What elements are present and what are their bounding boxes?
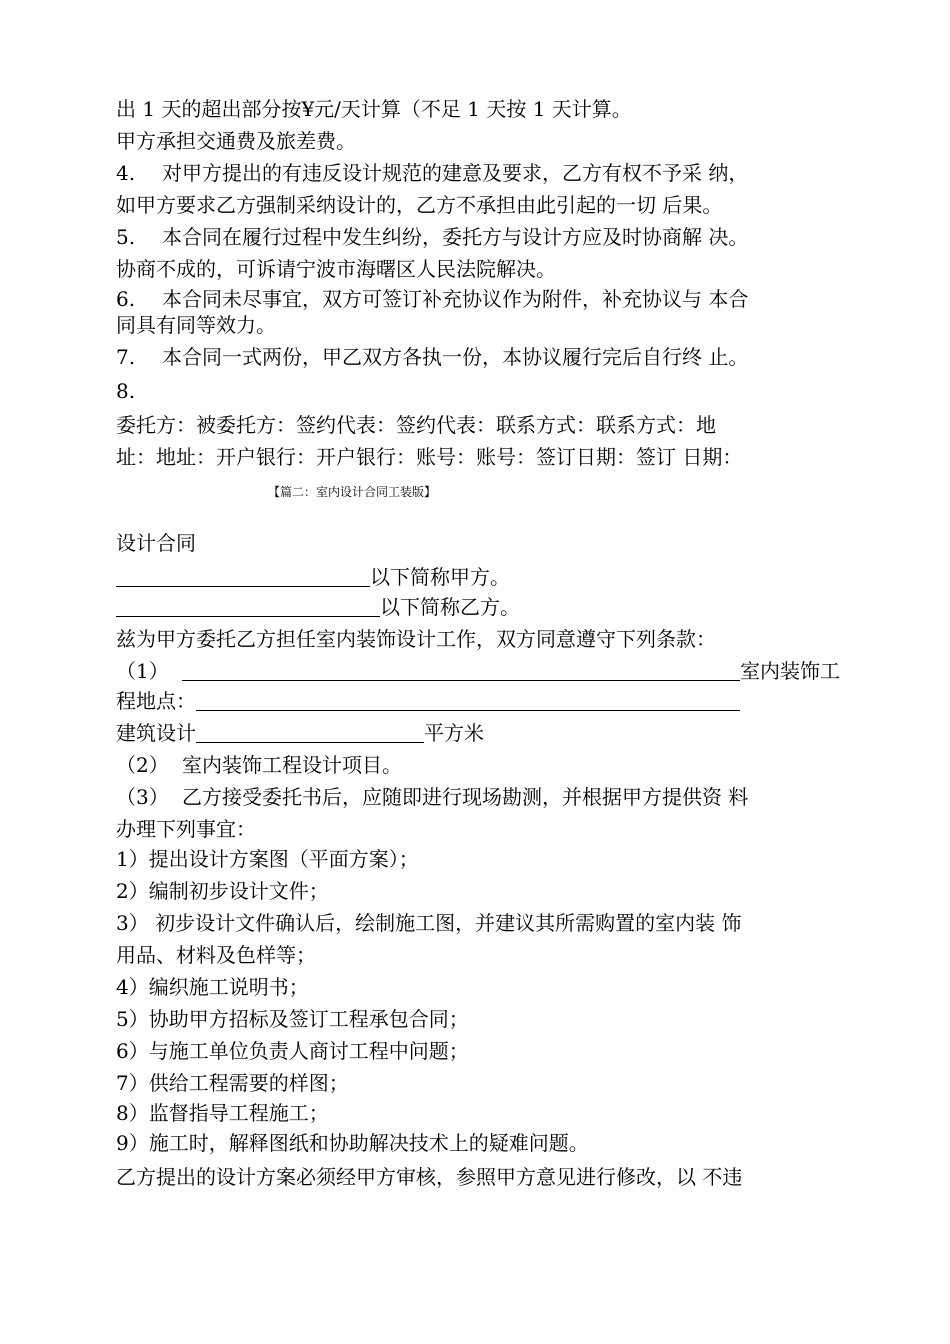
party-a-line (116, 564, 866, 590)
site-line (116, 688, 866, 714)
clause-number: 4. (116, 161, 136, 185)
signature-fields: 址：地址：开户银行：开户银行：账号：账号：签订日期：签订 日期： (116, 445, 743, 469)
section-caption: 【篇二：室内设计合同工装版】 (268, 485, 437, 499)
clause-number: 5. (116, 225, 136, 249)
area-label: 建筑设计 (116, 721, 196, 745)
clause-1 (116, 658, 866, 684)
list-item: 1）提出设计方案图（平面方案）； (116, 847, 419, 871)
list-item: 2）编制初步设计文件； (116, 879, 329, 903)
clause-text: 本合同一式两份，甲乙双方各执一份，本协议履行完后自行终 止。 (162, 345, 749, 369)
clause-4 (116, 160, 866, 186)
party-b-line (116, 594, 866, 620)
text-line: 甲方承担交通费及旅差费。 (116, 129, 356, 153)
clause-text: 室内装饰工 (740, 659, 840, 683)
clause-label: （3） (116, 785, 169, 809)
clause-number: 7. (116, 345, 136, 369)
clause-text: 对甲方提出的有违反设计规范的建意及要求，乙方有权不予采 纳， (162, 161, 749, 185)
list-item: 用品、材料及色样等； (116, 943, 316, 967)
blank-field (116, 596, 380, 617)
clause-2 (116, 752, 866, 778)
text-line: 协商不成的，可诉请宁波市海曙区人民法院解决。 (116, 257, 556, 281)
list-item: 8）监督指导工程施工； (116, 1101, 329, 1125)
list-item: 3） 初步设计文件确认后，绘制施工图，并建议其所需购置的室内装 饰 (116, 911, 742, 935)
list-item: 9）施工时，解释图纸和协助解决技术上的疑难问题。 (116, 1131, 589, 1155)
clause-number: 8. (116, 379, 136, 403)
party-a-label: 以下简称甲方。 (370, 565, 510, 589)
clause-5 (116, 224, 866, 250)
clause-8 (116, 378, 866, 404)
text-line: 乙方提出的设计方案必须经甲方审核，参照甲方意见进行修改，以 不违 (116, 1165, 743, 1189)
list-item: 5）协助甲方招标及签订工程承包合同； (116, 1007, 469, 1031)
intro-text: 兹为甲方委托乙方担任室内装饰设计工作，双方同意遵守下列条款： (116, 627, 716, 651)
area-unit: 平方米 (424, 721, 484, 745)
blank-field (196, 722, 424, 743)
list-item: 4）编织施工说明书； (116, 975, 309, 999)
blank-field (116, 566, 370, 587)
party-b-label: 以下简称乙方。 (380, 595, 520, 619)
text-line: 同具有同等效力。 (116, 313, 276, 337)
clause-text: 室内装饰工程设计项目。 (182, 753, 402, 777)
clause-label: （1） (116, 659, 169, 683)
blank-field (196, 690, 740, 711)
text-line: 如甲方要求乙方强制采纳设计的，乙方不承担由此引起的一切 后果。 (116, 193, 723, 217)
contract-title: 设计合同 (116, 531, 196, 555)
blank-field (182, 660, 740, 681)
clause-label: （2） (116, 753, 169, 777)
text-line: 出 1 天的超出部分按¥元/天计算（不足 1 天按 1 天计算。 (116, 97, 632, 121)
clause-text: 乙方接受委托书后，应随即进行现场勘测，并根据甲方提供资 料 (182, 785, 749, 809)
list-item: 7）供给工程需要的样图； (116, 1071, 349, 1095)
clause-7 (116, 344, 866, 370)
text-line: 办理下列事宜： (116, 817, 256, 841)
clause-number: 6. (116, 287, 136, 311)
site-label: 程地点： (116, 689, 196, 713)
clause-3 (116, 784, 866, 810)
area-line (116, 720, 866, 746)
list-item: 6）与施工单位负责人商讨工程中问题； (116, 1039, 469, 1063)
signature-fields: 委托方：被委托方：签约代表：签约代表：联系方式：联系方式：地 (116, 413, 716, 437)
clause-6 (116, 286, 866, 312)
clause-text: 本合同未尽事宜，双方可签订补充协议作为附件，补充协议与 本合 (162, 287, 749, 311)
clause-text: 本合同在履行过程中发生纠纷，委托方与设计方应及时协商解 决。 (162, 225, 749, 249)
